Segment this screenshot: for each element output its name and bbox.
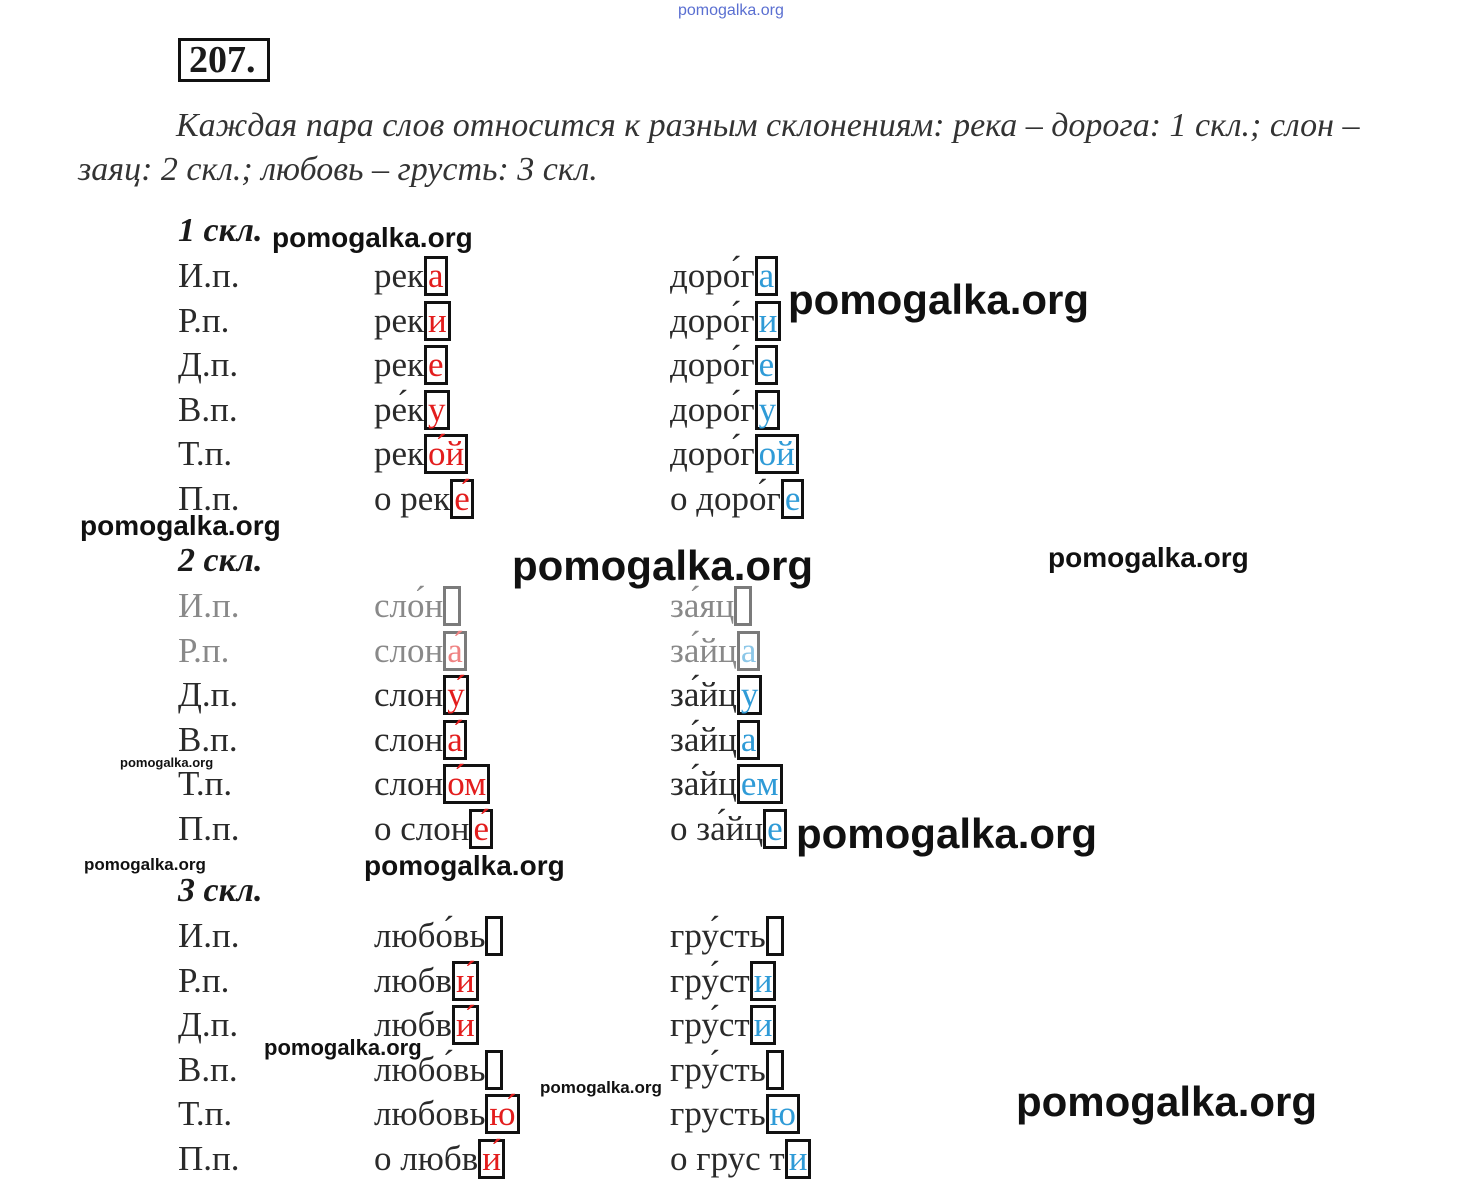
word-form [670, 1139, 811, 1179]
word-stem: за́йц [670, 675, 737, 714]
section-title: 1 скл. [178, 212, 263, 249]
word-stem: доро́г [670, 345, 755, 384]
word-ending-box: у́ [443, 675, 469, 715]
watermark: pomogalka.org [788, 276, 1090, 323]
case-label: П.п. [178, 1138, 240, 1178]
exercise-number: 207. [178, 38, 270, 82]
case-label: Р.п. [178, 630, 230, 670]
case-label: Р.п. [178, 300, 230, 340]
word-ending-box: е [755, 345, 779, 385]
word-form [670, 764, 783, 804]
word-ending-box: а́ [443, 631, 467, 671]
word-ending-box [443, 586, 461, 626]
word-stem: за́йц [670, 630, 737, 670]
case-label: Т.п. [178, 434, 233, 473]
watermark: pomogalka.org [512, 542, 814, 589]
word-ending-box: а [755, 256, 779, 296]
word-form [374, 390, 450, 430]
word-stem: за́яц [670, 586, 735, 625]
word-ending-box: е [424, 345, 448, 385]
word-stem: любовь [374, 1094, 486, 1133]
word-stem: сло́н [374, 586, 444, 625]
word-ending-box: а [737, 631, 761, 671]
word-ending-box [766, 916, 784, 956]
word-form [374, 479, 474, 519]
word-stem: любо́вь [374, 916, 486, 955]
word-ending-box: ем [737, 764, 783, 804]
watermark: pomogalka.org [272, 222, 473, 253]
word-ending-box: а [737, 720, 761, 760]
word-stem: о слон [374, 808, 470, 848]
word-form [670, 675, 762, 715]
word-form [374, 1094, 520, 1134]
word-form [374, 675, 469, 715]
word-stem: ре́к [374, 389, 425, 429]
case-label: Т.п. [178, 1094, 233, 1133]
word-form [374, 256, 448, 296]
word-stem: о грус т [670, 1138, 785, 1178]
case-label: П.п. [178, 478, 240, 518]
case-label: Р.п. [178, 960, 230, 1000]
word-stem: гру́ст [670, 960, 750, 1000]
word-form [670, 961, 776, 1001]
case-label: В.п. [178, 1049, 238, 1089]
watermark: pomogalka.org [364, 850, 565, 881]
word-form [670, 390, 780, 430]
case-label: Д.п. [178, 675, 239, 714]
word-form [670, 345, 778, 385]
case-label: И.п. [178, 586, 240, 625]
word-stem: рек [374, 300, 425, 340]
word-ending-box: а́ [443, 720, 467, 760]
word-stem: слон [374, 675, 444, 714]
word-stem: за́йц [670, 764, 737, 803]
word-ending-box: у [737, 675, 763, 715]
case-label: Д.п. [178, 345, 239, 384]
watermark: pomogalka.org [264, 1035, 422, 1060]
word-form [670, 1050, 784, 1090]
word-ending-box: и [755, 301, 782, 341]
word-ending-box: е [781, 479, 805, 519]
case-label: В.п. [178, 719, 238, 759]
word-form [670, 1005, 776, 1045]
word-ending-box: ю [766, 1094, 800, 1134]
word-form [374, 434, 468, 474]
word-stem: слон [374, 630, 444, 670]
word-ending-box: ой [755, 434, 799, 474]
word-stem: доро́г [670, 389, 755, 429]
watermark: pomogalka.org [84, 855, 206, 874]
word-ending-box: ю́ [485, 1094, 519, 1134]
word-stem: слон [374, 764, 444, 803]
word-ending-box [734, 586, 752, 626]
word-ending-box: о́м [443, 764, 490, 804]
watermark: pomogalka.org [1048, 542, 1249, 573]
word-stem: гру́сть [670, 1049, 766, 1089]
word-stem: о любв [374, 1138, 479, 1178]
word-ending-box: е́ [469, 809, 493, 849]
word-ending-box: и [424, 301, 451, 341]
word-form [374, 764, 490, 804]
intro-text: Каждая пара слов относится к разным склонениям: река – дорога: 1 скл.; слон – заяц: 2 скл.; любовь – грусть: 3 скл. [78, 107, 1360, 188]
word-ending-box: и́ [452, 961, 479, 1001]
word-form [374, 961, 479, 1001]
word-ending-box [766, 1050, 784, 1090]
case-label: П.п. [178, 808, 240, 848]
word-stem: рек [374, 434, 425, 473]
watermark: pomogalka.org [540, 1078, 662, 1097]
word-stem: гру́сть [670, 916, 766, 955]
word-stem: о за́йц [670, 808, 764, 848]
watermark: pomogalka.org [80, 510, 281, 541]
word-ending-box: и [750, 1005, 777, 1045]
word-form [670, 916, 784, 956]
word-form [374, 631, 467, 671]
word-stem: доро́г [670, 256, 755, 295]
word-ending-box: е́ [450, 479, 474, 519]
word-form [670, 720, 760, 760]
word-ending-box: и́ [478, 1139, 505, 1179]
word-stem: любо́вь [374, 1049, 486, 1089]
word-form [670, 586, 752, 626]
word-form [374, 301, 451, 341]
watermark: pomogalka.org [1016, 1078, 1318, 1125]
word-form [670, 301, 781, 341]
word-stem: слон [374, 719, 444, 759]
word-form [670, 1094, 800, 1134]
word-stem: доро́г [670, 300, 755, 340]
word-form [670, 256, 778, 296]
word-ending-box: о́й [424, 434, 468, 474]
word-form [670, 434, 799, 474]
case-label: В.п. [178, 389, 238, 429]
word-ending-box: е [763, 809, 787, 849]
word-stem: за́йц [670, 719, 737, 759]
word-form [670, 479, 804, 519]
word-form [374, 916, 503, 956]
watermark: pomogalka.org [120, 755, 214, 770]
case-label: Т.п. [178, 764, 233, 803]
word-ending-box: у [755, 390, 781, 430]
word-form [374, 345, 448, 385]
section-title: 2 скл. [178, 542, 263, 579]
word-stem: грусть [670, 1094, 766, 1133]
word-form [374, 586, 461, 626]
word-stem: любв [374, 1005, 452, 1044]
word-stem: рек [374, 345, 425, 384]
case-label: И.п. [178, 256, 240, 295]
watermark: pomogalka.org [796, 810, 1098, 857]
word-form [670, 809, 787, 849]
word-form [374, 1139, 505, 1179]
word-stem: о доро́г [670, 478, 781, 518]
word-stem: гру́ст [670, 1005, 750, 1044]
word-stem: любв [374, 960, 452, 1000]
word-ending-box: а [424, 256, 448, 296]
word-ending-box [485, 916, 503, 956]
word-ending-box: и [785, 1139, 812, 1179]
word-stem: о рек [374, 478, 451, 518]
section-title: 3 скл. [178, 872, 263, 909]
word-ending-box: и́ [452, 1005, 479, 1045]
word-ending-box: и [750, 961, 777, 1001]
word-form [374, 809, 493, 849]
case-label: И.п. [178, 916, 240, 955]
word-ending-box: у [424, 390, 450, 430]
word-ending-box [485, 1050, 503, 1090]
word-stem: доро́г [670, 434, 755, 473]
word-form [670, 631, 760, 671]
word-stem: рек [374, 256, 425, 295]
word-form [374, 720, 467, 760]
case-label: Д.п. [178, 1005, 239, 1044]
top-watermark: pomogalka.org [678, 2, 784, 19]
